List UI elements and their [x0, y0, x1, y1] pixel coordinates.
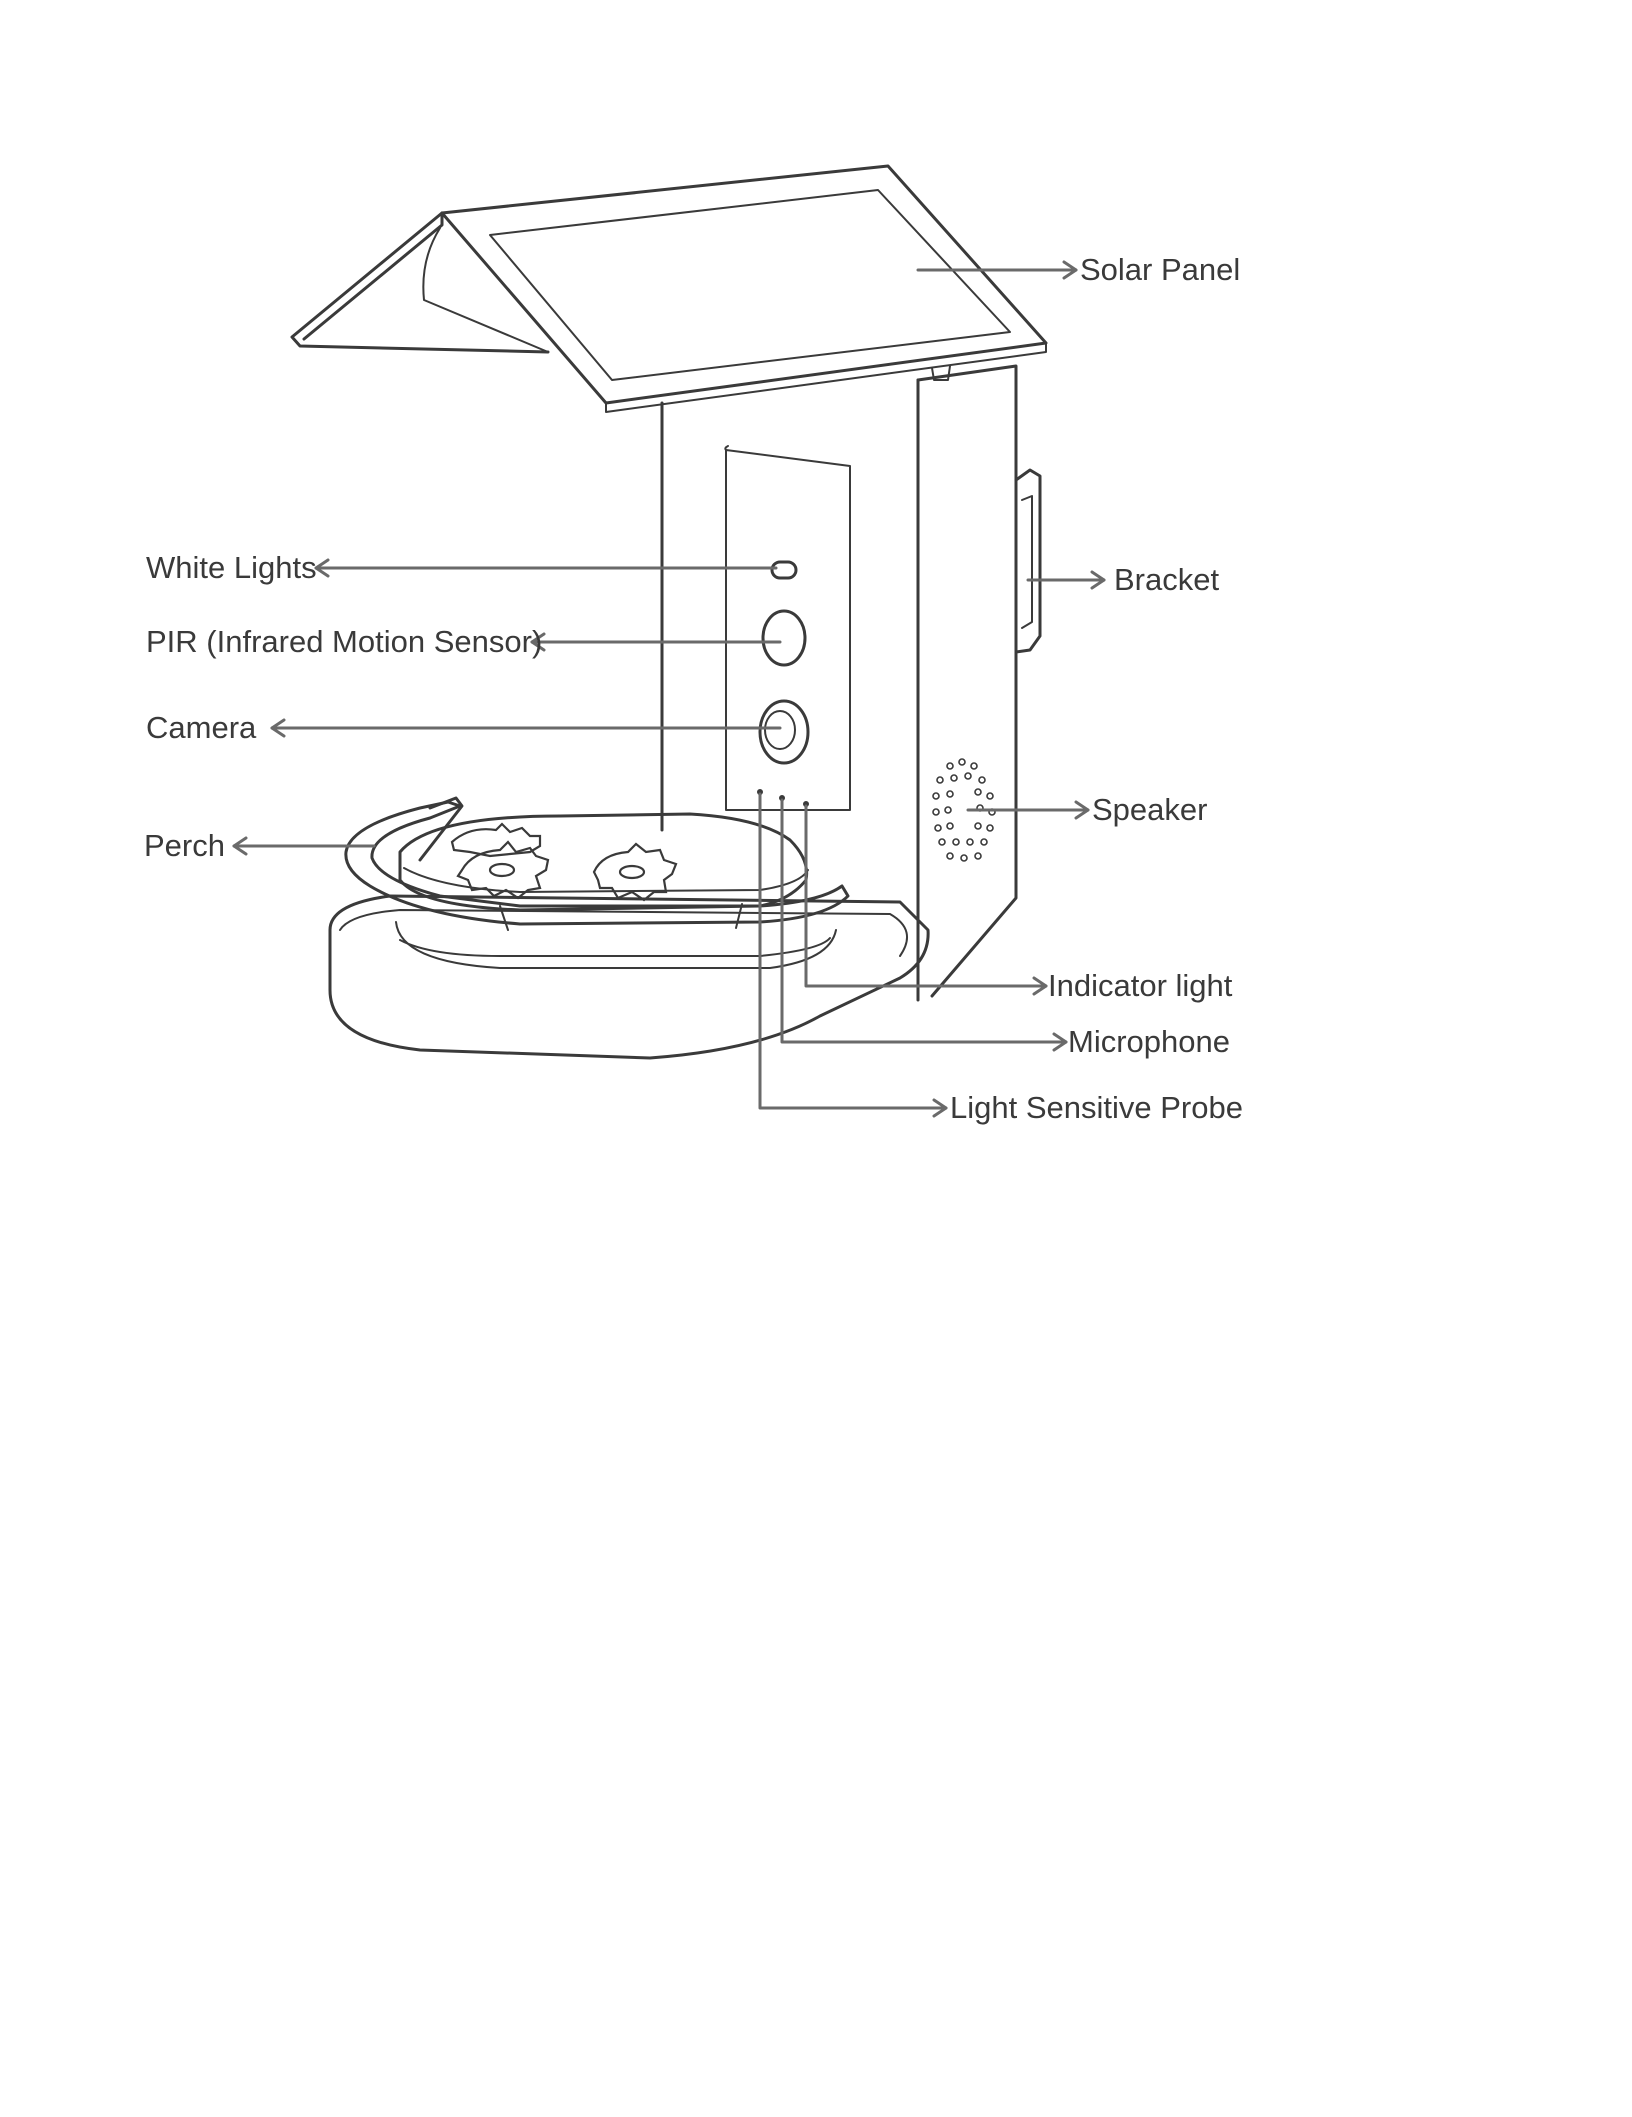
- bracket: [1016, 470, 1040, 652]
- front-sensor-panel: [726, 450, 850, 810]
- label-indicator-light: Indicator light: [1048, 968, 1233, 1003]
- indicator-light-leader: [806, 806, 1046, 986]
- label-white-lights: White Lights: [146, 550, 317, 585]
- leader-lines: [234, 262, 1104, 1116]
- seed-cups: [452, 824, 676, 900]
- camera-outer: [760, 701, 808, 763]
- microphone-leader: [782, 800, 1066, 1042]
- label-perch: Perch: [144, 828, 225, 863]
- label-camera: Camera: [146, 710, 257, 745]
- solar-panel-surface: [490, 190, 1010, 380]
- white-light-dot: [772, 562, 796, 578]
- label-speaker: Speaker: [1092, 792, 1208, 827]
- label-bracket: Bracket: [1114, 562, 1220, 597]
- feeder-tray: [330, 798, 928, 1058]
- label-pir: PIR (Infrared Motion Sensor): [146, 624, 543, 659]
- label-light-sensitive-probe: Light Sensitive Probe: [950, 1090, 1243, 1125]
- camera-lens: [765, 711, 795, 749]
- sensors: [757, 562, 809, 807]
- label-microphone: Microphone: [1068, 1024, 1230, 1059]
- roof: [292, 166, 1046, 412]
- perch-ring: [346, 802, 848, 924]
- pir-sensor: [763, 611, 805, 665]
- label-solar-panel: Solar Panel: [1080, 252, 1241, 287]
